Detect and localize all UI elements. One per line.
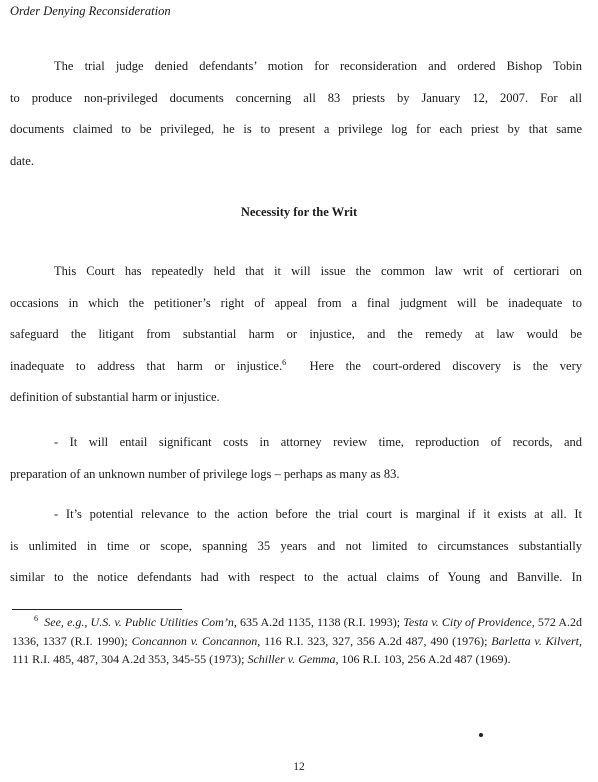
footnote-number: 6 [34, 614, 38, 623]
text-line: similar to the notice defendants had with respect to the actual claims of Young and Banville. In [10, 570, 582, 585]
text-line: occasions in which the petitioner’s right of appeal from a final judgment will be inadequate to [10, 295, 582, 310]
page-number: 12 [293, 761, 305, 773]
paragraph-order [10, 51, 582, 177]
text-line: - It will entail significant costs in attorney review time, reproduction of records, and [54, 435, 582, 449]
bullet-costs [10, 427, 582, 490]
scan-speck [479, 733, 483, 737]
text-line: to produce non-privileged documents concerning all 83 priests by January 12, 2007. For all [10, 90, 582, 105]
paragraph-necessity [10, 256, 582, 414]
text-segment: Here the court-ordered discovery is the very [309, 358, 582, 373]
text-segment: inadequate to address that harm or injustice. [10, 358, 283, 373]
citation-case: Testa v. City of Providence, [403, 615, 535, 629]
citation-case: Concannon v. Concannon, [131, 633, 261, 648]
text-line: The trial judge denied defendants’ motion for reconsideration and ordered Bishop Tobin [54, 59, 582, 73]
section-heading: Necessity for the Writ [240, 205, 358, 219]
text-line: is unlimited in time or scope, spanning 35 years and not limited to circumstances substantially [10, 538, 582, 553]
footnote-reference[interactable]: 6 [282, 357, 287, 367]
citation-case: Schiller v. Gemma, [247, 652, 339, 666]
text-line: This Court has repeatedly held that it will issue the common law writ of certiorari on [54, 264, 582, 278]
text-line: documents claimed to be privileged, he is to present a privilege log for each priest by that same [10, 122, 582, 137]
text-line: date. [10, 153, 34, 168]
citation-reporter: 635 A.2d 1135, 1138 (R.I. 1993); [236, 615, 404, 629]
text-line [10, 351, 582, 383]
citation-reporter: 572 A.2d 1336, 1337 (R.I. 1990); [12, 615, 582, 648]
citation-reporter: 111 R.I. 485, 487, 304 A.2d 353, 345-55 (1973); [12, 652, 248, 666]
text-line: safeguard the litigant from substantial harm or injustice, and the remedy at law would be [10, 327, 582, 342]
citation-reporter: 106 R.I. 103, 256 A.2d 487 (1969). [338, 652, 511, 666]
citation-case: See, e.g., U.S. v. Public Utilities Com’n, [44, 615, 237, 629]
text-line: definition of substantial harm or injustice. [10, 390, 220, 405]
citation-reporter: 116 R.I. 323, 327, 356 A.2d 487, 490 (1976); [260, 633, 492, 648]
footnote-divider [12, 609, 182, 610]
footnote [12, 613, 582, 669]
text-line: preparation of an unknown number of privilege logs – perhaps as many as 83. [10, 466, 400, 481]
text-line: - It’s potential relevance to the action before the trial court is marginal if it exists at all. It [54, 507, 582, 521]
running-header: Order Denying Reconsideration [10, 4, 171, 18]
citation-case: Barletta v. Kilvert, [491, 633, 582, 648]
bullet-relevance [10, 499, 582, 594]
